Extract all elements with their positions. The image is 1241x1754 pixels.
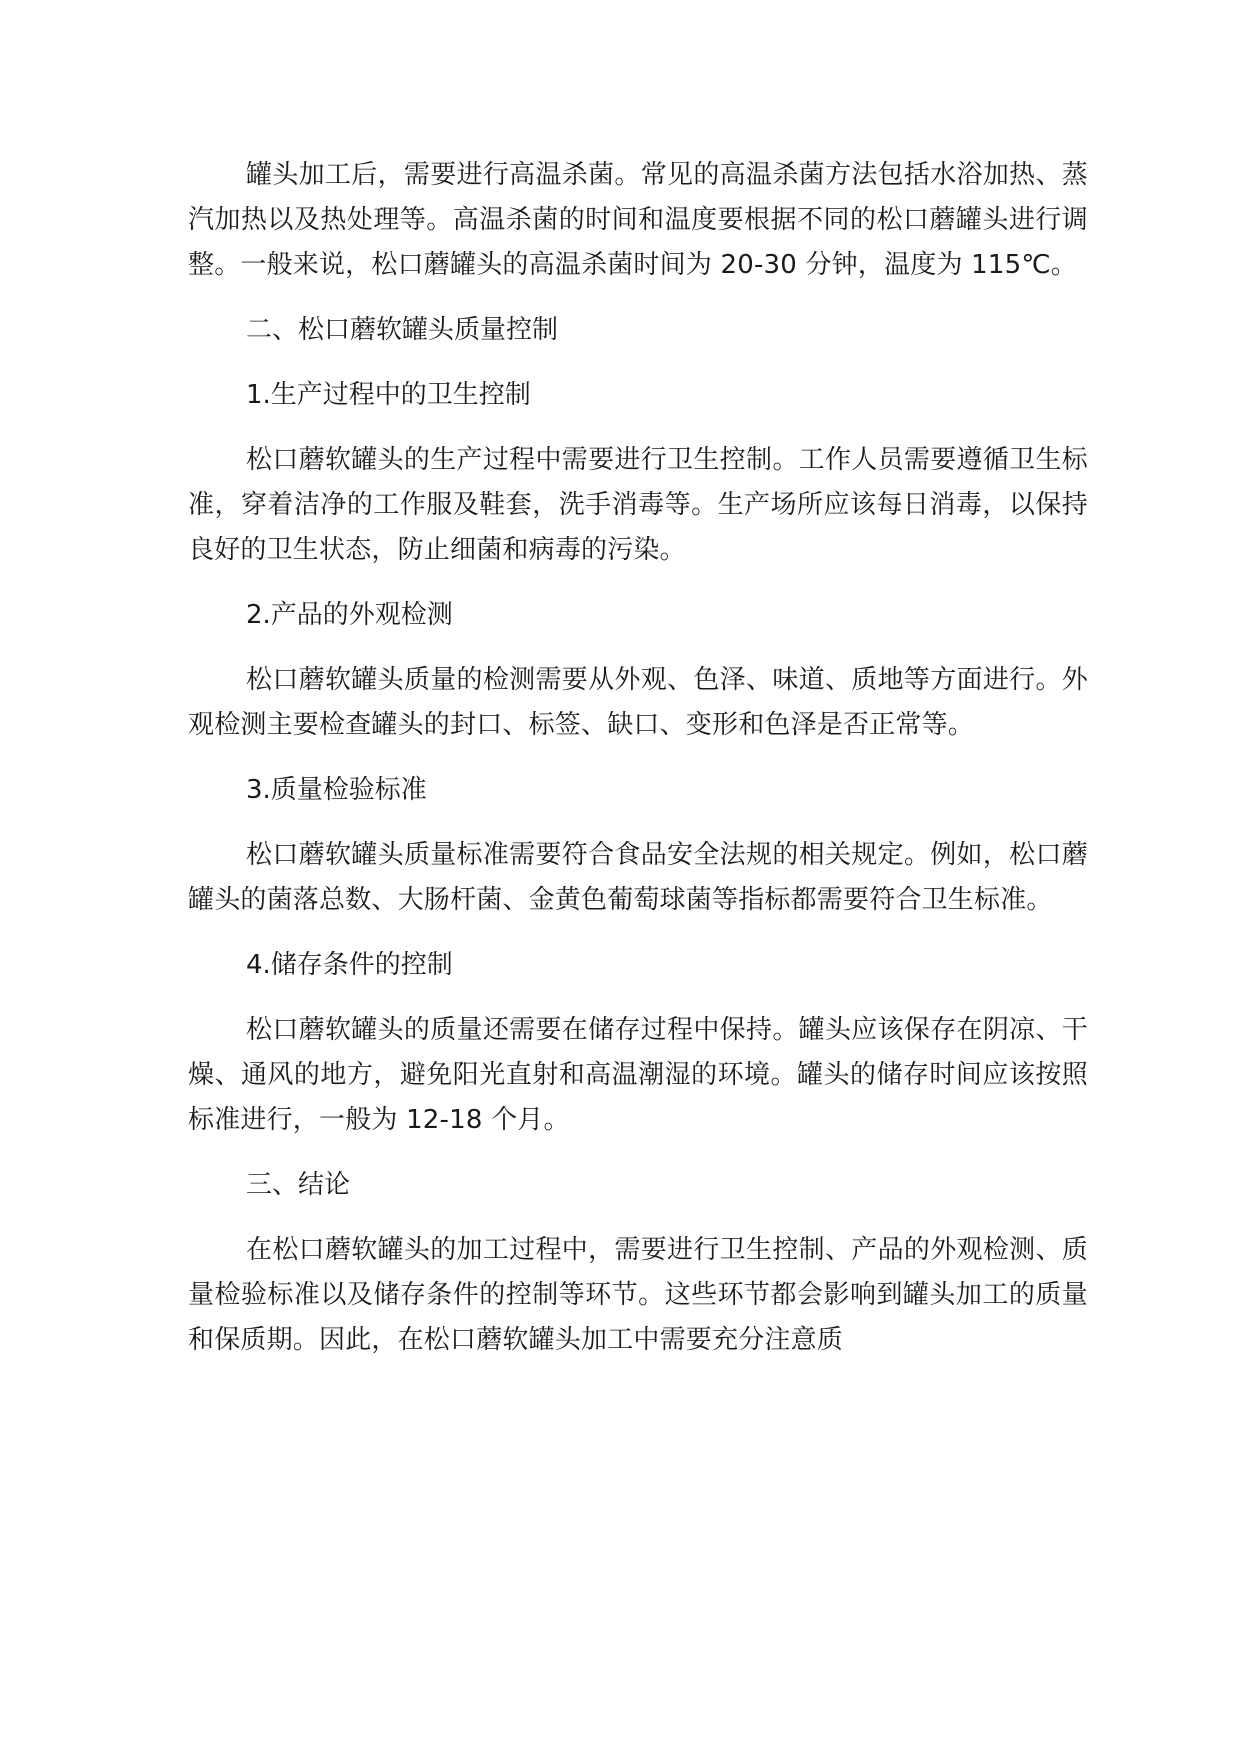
subsection-heading-hygiene: 1.生产过程中的卫生控制 [246,380,531,410]
paragraph-storage: 松口蘑软罐头的质量还需要在储存过程中保持。罐头应该保存在阴凉、干燥、通风的地方，避免阳光直射和高温潮湿的环境。罐头的储存时间应该按照标准进行，一般为 12-18 个月。 [188,1015,1088,1135]
paragraph-conclusion: 在松口蘑软罐头的加工过程中，需要进行卫生控制、产品的外观检测、质量检验标准以及储存条件的控制等环节。这些环节都会影响到罐头加工的质量和保质期。因此，在松口蘑软罐头加工中需要充分注意质 [188,1235,1088,1355]
paragraph-hygiene: 松口蘑软罐头的生产过程中需要进行卫生控制。工作人员需要遵循卫生标准，穿着洁净的工作服及鞋套，洗手消毒等。生产场所应该每日消毒，以保持良好的卫生状态，防止细菌和病毒的污染。 [188,445,1088,565]
paragraph-sterilization: 罐头加工后，需要进行高温杀菌。常见的高温杀菌方法包括水浴加热、蒸汽加热以及热处理等。高温杀菌的时间和温度要根据不同的松口蘑罐头进行调整。一般来说，松口蘑罐头的高温杀菌时间为 20-30 分钟，温度为 115℃。 [188,160,1088,280]
paragraph-appearance: 松口蘑软罐头质量的检测需要从外观、色泽、味道、质地等方面进行。外观检测主要检查罐头的封口、标签、缺口、变形和色泽是否正常等。 [188,665,1088,740]
subsection-heading-storage: 4.储存条件的控制 [246,950,453,980]
subsection-heading-standards: 3.质量检验标准 [246,775,427,805]
paragraph-standards: 松口蘑软罐头质量标准需要符合食品安全法规的相关规定。例如，松口蘑罐头的菌落总数、大肠杆菌、金黄色葡萄球菌等指标都需要符合卫生标准。 [188,840,1088,915]
section-heading-quality-control: 二、松口蘑软罐头质量控制 [246,315,559,345]
section-heading-conclusion: 三、结论 [246,1170,351,1200]
subsection-heading-appearance: 2.产品的外观检测 [246,600,453,630]
document-body [188,153,1088,1363]
